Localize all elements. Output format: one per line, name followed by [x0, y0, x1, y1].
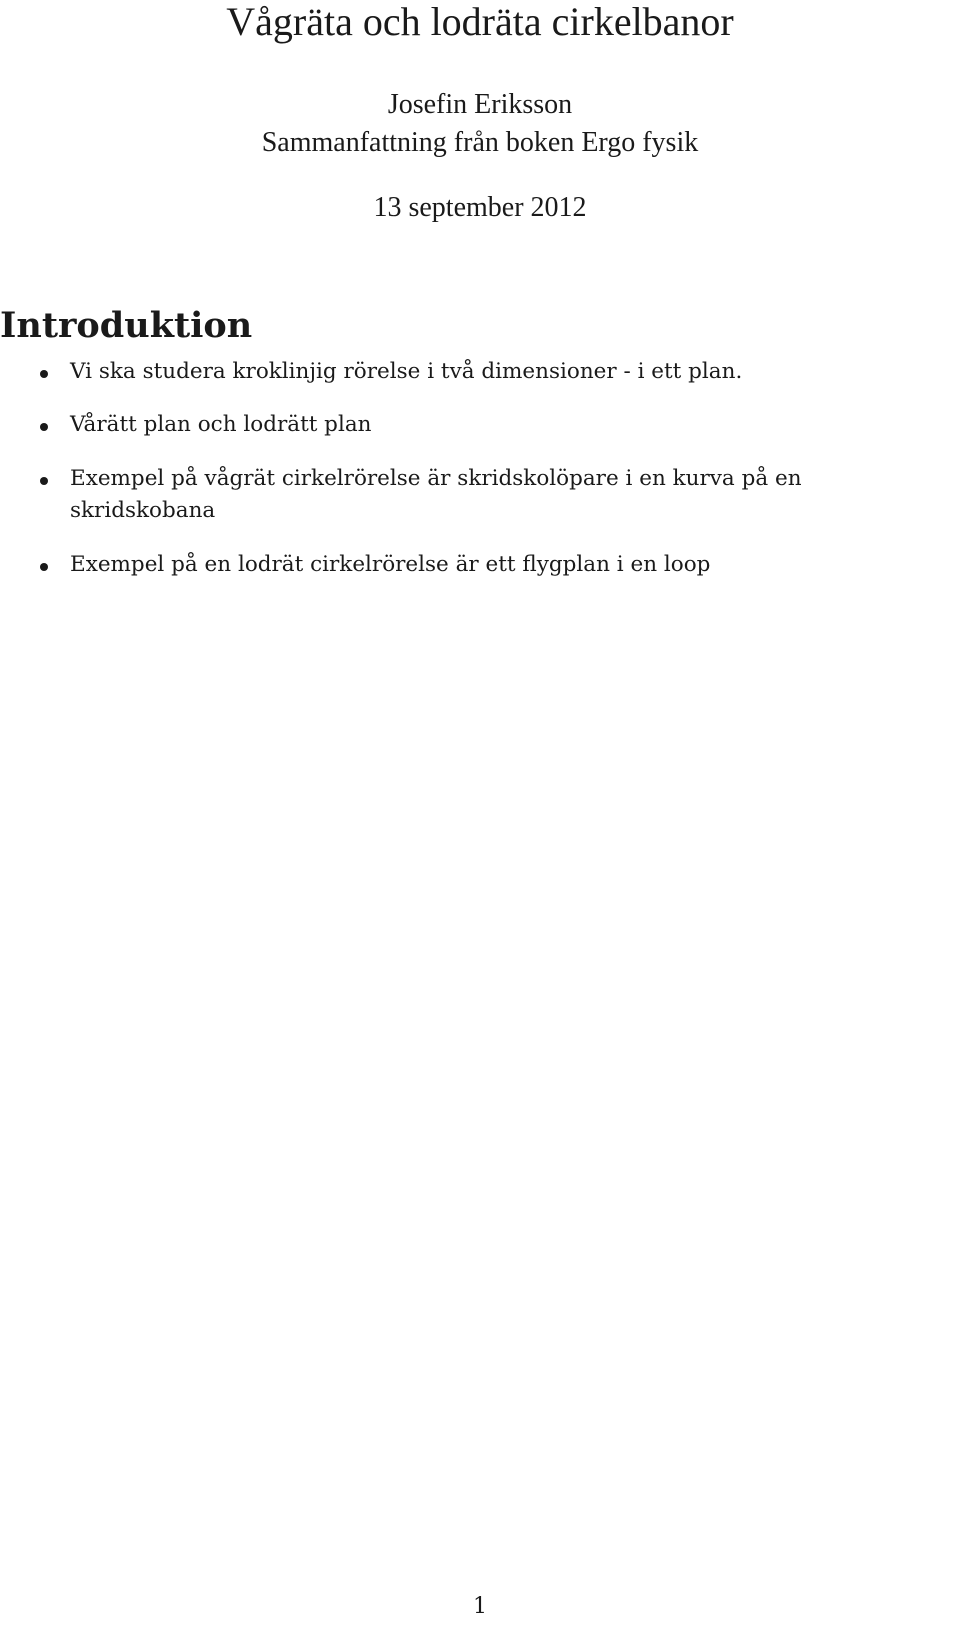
bullet-list [0, 356, 960, 581]
document-date: 13 september 2012 [373, 192, 587, 223]
document-subtitle: Sammanfattning från boken Ergo fysik [261, 127, 699, 158]
author-block [0, 86, 960, 162]
section-heading: Introduktion [0, 305, 253, 346]
list-item [0, 409, 960, 441]
bullet-icon [40, 563, 48, 571]
list-item [0, 549, 960, 581]
list-item [0, 463, 960, 527]
list-item-text: Exempel på vågrät cirkelrörelse är skridskolöpare i en kurva på en skridskobana [70, 466, 802, 523]
document-title: Vågräta och lodräta cirkelbanor [226, 0, 734, 44]
bullet-icon [40, 477, 48, 485]
list-item-text: Vårätt plan och lodrätt plan [70, 412, 372, 437]
list-item [0, 356, 960, 388]
page-number: 1 [473, 1594, 487, 1619]
list-item-text: Vi ska studera kroklinjig rörelse i två dimensioner - i ett plan. [70, 359, 743, 384]
bullet-icon [40, 370, 48, 378]
list-item-text: Exempel på en lodrät cirkelrörelse är ett flygplan i en loop [70, 552, 711, 577]
author-name: Josefin Eriksson [387, 89, 573, 120]
bullet-icon [40, 423, 48, 431]
